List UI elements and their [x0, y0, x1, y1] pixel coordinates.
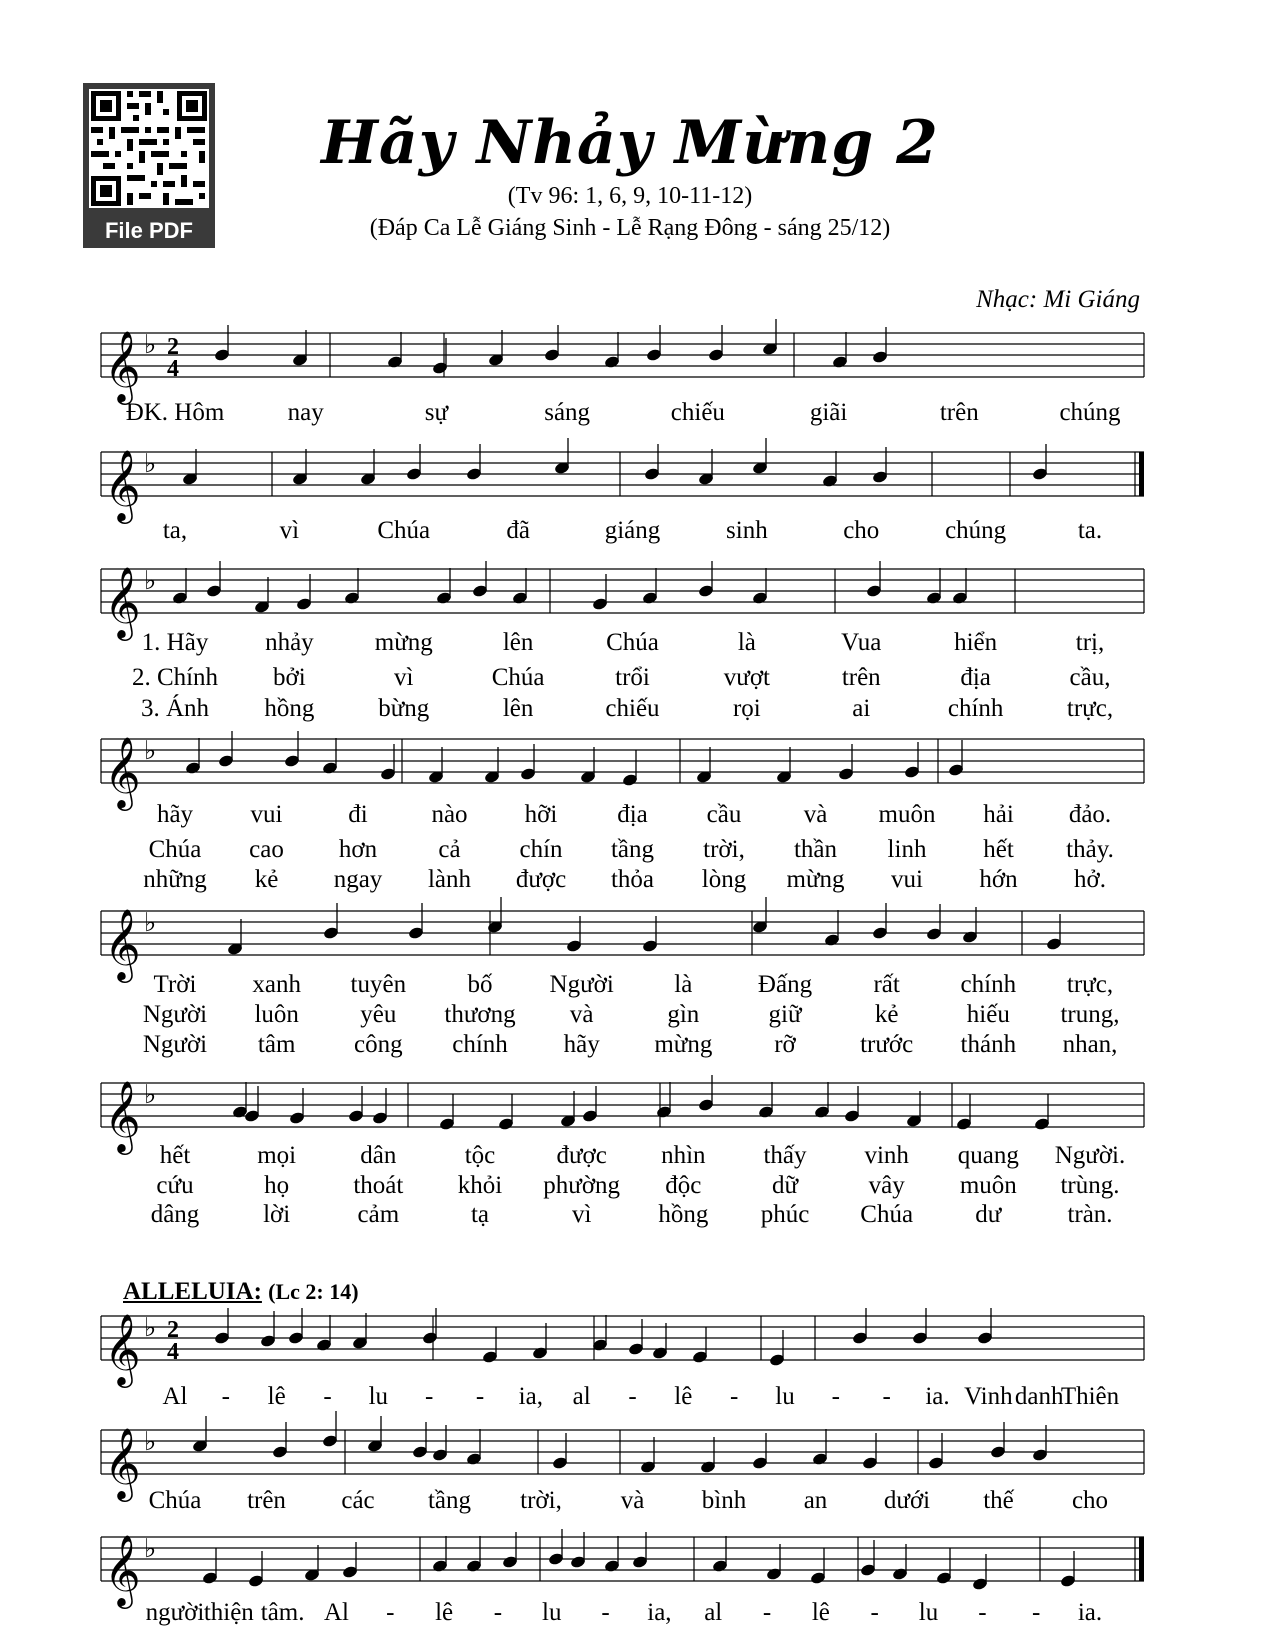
- lyric-syllable: ai: [852, 695, 871, 722]
- lyric-syllable: -: [323, 1383, 332, 1410]
- lyric-syllable: lên: [502, 629, 534, 656]
- lyric-syllable: được: [515, 866, 567, 893]
- staff-system: [101, 319, 1144, 426]
- lyric-syllable: Đấng: [757, 971, 813, 998]
- song-title: Hãy Nhảy Mừng 2: [321, 108, 939, 178]
- lyric-syllable: -: [601, 1599, 610, 1626]
- lyric-syllable: hãy: [563, 1031, 600, 1058]
- lyric-syllable: hỡi: [524, 801, 558, 828]
- flat-key-signature: ♭: [144, 1313, 157, 1343]
- lyric-syllable: -: [870, 1599, 879, 1626]
- composer-credit: Nhạc: Mi Giáng: [976, 286, 1140, 313]
- lyric-syllable: Người: [549, 971, 614, 998]
- lyric-syllable: -: [831, 1383, 840, 1410]
- lyric-syllable: Trời: [153, 971, 197, 998]
- lyric-syllable: trực,: [1066, 695, 1114, 722]
- lyric-syllable: các: [341, 1487, 375, 1514]
- lyric-syllable: trên: [939, 399, 979, 426]
- time-signature-top: 2: [167, 1317, 179, 1343]
- lyric-syllable: Chúa: [491, 664, 545, 691]
- lyric-syllable: mừng: [786, 866, 845, 893]
- lyric-syllable: chín: [519, 836, 563, 863]
- lyric-syllable: và: [569, 1001, 594, 1028]
- lyric-syllable: chiếu: [670, 399, 725, 426]
- lyric-syllable: Chúa: [377, 517, 431, 544]
- treble-clef: 𝄞: [104, 565, 141, 638]
- lyric-syllable: tràn.: [1067, 1201, 1113, 1228]
- lyric-syllable: trực,: [1066, 971, 1114, 998]
- lyric-syllable: Al: [323, 1599, 349, 1626]
- lyric-syllable: địa: [960, 664, 991, 691]
- lyric-syllable: và: [803, 801, 828, 828]
- lyric-syllable: mừng: [654, 1031, 713, 1058]
- lyric-syllable: 2. Chính: [131, 664, 219, 691]
- lyric-syllable: -: [1032, 1599, 1041, 1626]
- lyric-syllable: thấy: [763, 1142, 807, 1169]
- lyric-syllable: là: [737, 629, 756, 656]
- lyric-syllable: tộc: [464, 1142, 496, 1169]
- lyric-syllable: vì: [571, 1201, 592, 1228]
- lyric-syllable: hớn: [979, 866, 1018, 893]
- lyric-syllable: linh: [887, 836, 927, 863]
- lyric-syllable: được: [556, 1142, 607, 1169]
- lyric-syllable: hiếu: [966, 1001, 1010, 1028]
- lyric-syllable: vinh: [864, 1142, 909, 1169]
- lyric-syllable: vượt: [723, 664, 770, 691]
- lyric-syllable: xanh: [252, 971, 301, 998]
- lyric-syllable: cảm: [357, 1201, 400, 1228]
- lyric-syllable: độc: [665, 1172, 702, 1199]
- lyric-syllable: nhan,: [1062, 1031, 1118, 1058]
- lyric-syllable: chính: [452, 1031, 508, 1058]
- lyric-syllable: Người: [142, 1031, 208, 1058]
- lyric-syllable: rọi: [732, 695, 761, 722]
- lyric-syllable: cho: [1071, 1487, 1109, 1514]
- treble-clef: 𝄞: [104, 1426, 141, 1499]
- lyric-syllable: Người.: [1054, 1142, 1126, 1169]
- lyric-syllable: giãi: [809, 399, 848, 426]
- lyric-syllable: lê: [435, 1599, 454, 1626]
- lyric-syllable: vì: [279, 517, 300, 544]
- lyric-syllable: sinh: [726, 517, 768, 544]
- lyric-syllable: ia.: [1077, 1599, 1103, 1626]
- lyric-syllable: giáng: [604, 517, 661, 544]
- staff-system: [101, 561, 1144, 722]
- lyric-syllable: chúng: [1059, 399, 1121, 426]
- flat-key-signature: ♭: [144, 1427, 157, 1457]
- lyric-syllable: phường: [543, 1172, 621, 1199]
- treble-clef: 𝄞: [104, 448, 141, 521]
- lyric-syllable: hồng: [264, 695, 315, 722]
- lyric-syllable: lời: [263, 1201, 291, 1228]
- treble-clef: 𝄞: [104, 1079, 141, 1152]
- lyric-syllable: nay: [287, 399, 324, 426]
- lyric-syllable: công: [354, 1031, 403, 1058]
- flat-key-signature: ♭: [144, 1534, 157, 1564]
- lyric-syllable: lu: [918, 1599, 939, 1626]
- flat-key-signature: ♭: [144, 566, 157, 596]
- lyric-syllable: chính: [947, 695, 1004, 722]
- lyric-syllable: chúng: [945, 517, 1007, 544]
- lyric-syllable: cứu: [156, 1172, 194, 1199]
- lyric-syllable: danh: [1014, 1383, 1064, 1410]
- lyric-syllable: thảy.: [1066, 836, 1114, 863]
- lyric-syllable: quang: [957, 1142, 1019, 1169]
- lyric-syllable: an: [803, 1487, 828, 1514]
- lyric-syllable: nhìn: [661, 1142, 706, 1169]
- lyric-syllable: hải: [983, 801, 1014, 828]
- lyric-syllable: cầu: [706, 801, 742, 828]
- lyric-syllable: họ: [264, 1172, 290, 1199]
- lyric-syllable: Người: [142, 1001, 208, 1028]
- lyric-syllable: giữ: [768, 1001, 802, 1028]
- final-barline-thick: [1139, 452, 1144, 496]
- lyric-syllable: dữ: [771, 1172, 799, 1199]
- lyric-syllable: đi: [348, 801, 368, 828]
- lyric-syllable: trước: [860, 1031, 914, 1058]
- time-signature-bottom: 4: [167, 1339, 179, 1365]
- lyric-syllable: ĐK. Hôm: [125, 399, 225, 426]
- lyric-syllable: Chúa: [148, 836, 202, 863]
- lyric-syllable: tầng: [427, 1487, 472, 1514]
- psalm-reference: (Tv 96: 1, 6, 9, 10-11-12): [507, 183, 753, 209]
- lyric-syllable: -: [628, 1383, 637, 1410]
- lyric-syllable: -: [386, 1599, 395, 1626]
- time-signature-bottom: 4: [167, 356, 179, 382]
- lyric-syllable: hồng: [658, 1201, 709, 1228]
- lyric-syllable: rất: [873, 971, 900, 998]
- lyric-syllable: ia.: [925, 1383, 950, 1410]
- lyric-syllable: trên: [247, 1487, 286, 1514]
- lyric-syllable: tuyên: [350, 971, 407, 998]
- lyric-syllable: tạ: [470, 1201, 490, 1228]
- staff-system: [101, 1529, 1144, 1626]
- lyric-syllable: thiện: [203, 1599, 254, 1626]
- lyric-syllable: dân: [360, 1142, 397, 1169]
- lyric-syllable: khỏi: [457, 1172, 503, 1199]
- lyric-syllable: vui: [891, 866, 923, 893]
- lyric-syllable: vây: [868, 1172, 905, 1199]
- lyric-syllable: thế: [983, 1487, 1014, 1514]
- lyric-syllable: sáng: [544, 399, 591, 426]
- lyric-syllable: bình: [701, 1487, 747, 1514]
- lyric-syllable: bởi: [273, 664, 306, 691]
- final-barline-thick: [1139, 1537, 1144, 1581]
- lyric-syllable: lê: [811, 1599, 830, 1626]
- lyric-syllable: -: [425, 1383, 434, 1410]
- lyric-syllable: cho: [843, 517, 880, 544]
- lyric-syllable: trời,: [703, 836, 745, 863]
- lyric-syllable: muôn: [878, 801, 936, 828]
- lyric-syllable: đảo.: [1068, 801, 1112, 828]
- alleluia-label: ALLELUIA:: [123, 1278, 262, 1305]
- lyric-syllable: đã: [506, 517, 530, 544]
- lyric-syllable: yêu: [360, 1001, 397, 1028]
- lyric-syllable: vui: [250, 801, 283, 828]
- lyric-syllable: trung,: [1060, 1001, 1120, 1028]
- staff-system: [101, 1075, 1144, 1228]
- flat-key-signature: ♭: [144, 330, 157, 360]
- treble-clef: 𝄞: [104, 329, 141, 402]
- lyric-syllable: nào: [431, 801, 468, 828]
- flat-key-signature: ♭: [144, 908, 157, 938]
- lyric-syllable: kẻ: [254, 866, 279, 893]
- lyric-syllable: thỏa: [610, 866, 655, 893]
- lyric-syllable: thánh: [960, 1031, 1017, 1058]
- lyric-syllable: -: [762, 1599, 772, 1626]
- lyric-syllable: ta,: [162, 517, 188, 544]
- lyric-syllable: dưới: [883, 1487, 931, 1514]
- lyric-syllable: ia,: [518, 1383, 543, 1410]
- lyric-syllable: địa: [617, 801, 648, 828]
- lyric-syllable: -: [221, 1383, 230, 1410]
- lyric-syllable: lu: [775, 1383, 795, 1410]
- lyric-syllable: lên: [502, 695, 534, 722]
- lyric-syllable: ngay: [333, 866, 383, 893]
- lyric-syllable: bừng: [378, 695, 430, 722]
- lyric-syllable: tâm.: [260, 1599, 305, 1626]
- treble-clef: 𝄞: [104, 1533, 141, 1606]
- lyric-syllable: Vua: [841, 629, 882, 656]
- lyric-syllable: vì: [394, 664, 414, 691]
- lyric-syllable: rỡ: [774, 1031, 796, 1058]
- lyric-syllable: hãy: [156, 801, 194, 828]
- lyric-syllable: -: [978, 1599, 987, 1626]
- lyric-syllable: tâm: [257, 1031, 296, 1058]
- lyric-syllable: Chúa: [860, 1201, 914, 1228]
- lyric-syllable: chính: [960, 971, 1017, 998]
- lyric-syllable: 3. Ánh: [140, 695, 210, 722]
- lyric-syllable: những: [143, 866, 207, 893]
- lyric-syllable: mừng: [374, 629, 433, 656]
- lyric-syllable: dâng: [150, 1201, 200, 1228]
- lyric-syllable: ia,: [647, 1599, 672, 1626]
- lyric-syllable: Vinh: [964, 1383, 1013, 1410]
- lyric-syllable: ta.: [1077, 517, 1103, 544]
- lyric-syllable: chiếu: [605, 695, 660, 722]
- lyric-syllable: gìn: [667, 1001, 700, 1028]
- staff-system: [101, 897, 1144, 1058]
- lyric-syllable: cao: [249, 836, 284, 863]
- lyric-syllable: cầu,: [1069, 664, 1111, 691]
- lyric-syllable: Chúa: [606, 629, 659, 656]
- lyric-syllable: trị,: [1075, 629, 1105, 656]
- lyric-syllable: -: [475, 1383, 485, 1410]
- lyric-syllable: trên: [841, 664, 881, 691]
- staff-system: [101, 438, 1144, 544]
- lyric-syllable: lòng: [701, 866, 747, 893]
- lyric-syllable: kẻ: [874, 1001, 899, 1028]
- time-signature-top: 2: [167, 334, 179, 360]
- lyric-syllable: và: [620, 1487, 645, 1514]
- lyric-syllable: al: [704, 1599, 723, 1626]
- staff-system: [101, 1411, 1144, 1514]
- lyric-syllable: bố: [467, 971, 493, 998]
- lyric-syllable: dư: [975, 1201, 1002, 1228]
- lyric-syllable: -: [730, 1383, 739, 1410]
- treble-clef: 𝄞: [104, 1312, 141, 1385]
- lyric-syllable: muôn: [959, 1172, 1017, 1199]
- lyric-syllable: -: [882, 1383, 891, 1410]
- treble-clef: 𝄞: [104, 907, 141, 980]
- lyric-syllable: lu: [542, 1599, 562, 1626]
- lyric-syllable: mọi: [257, 1142, 297, 1169]
- lyric-syllable: Chúa: [148, 1487, 202, 1514]
- lyric-syllable: trổi: [615, 664, 650, 691]
- lyric-syllable: hết: [983, 836, 1014, 863]
- lyric-syllable: nhảy: [265, 629, 314, 656]
- flat-key-signature: ♭: [144, 1080, 157, 1110]
- lyric-syllable: trùng.: [1060, 1172, 1120, 1199]
- lyric-syllable: là: [674, 971, 693, 998]
- lyric-syllable: người: [145, 1599, 205, 1626]
- lyric-syllable: hết: [159, 1142, 191, 1169]
- lyric-syllable: lành: [427, 866, 472, 893]
- lyric-syllable: thoát: [353, 1172, 404, 1199]
- lyric-syllable: phúc: [760, 1201, 810, 1228]
- lyric-syllable: 1. Hãy: [141, 629, 209, 656]
- treble-clef: 𝄞: [104, 735, 141, 808]
- flat-key-signature: ♭: [144, 449, 157, 479]
- liturgy-note: (Đáp Ca Lễ Giáng Sinh - Lễ Rạng Đông - sáng 25/12): [369, 215, 891, 241]
- staff-system: [101, 1308, 1144, 1410]
- lyric-syllable: thương: [444, 1001, 516, 1028]
- lyric-syllable: trời,: [520, 1487, 562, 1514]
- lyric-syllable: lê: [267, 1383, 286, 1410]
- lyric-syllable: Thiên: [1060, 1383, 1120, 1410]
- lyric-syllable: sự: [424, 399, 449, 426]
- alleluia-reference: (Lc 2: 14): [268, 1279, 359, 1304]
- lyric-syllable: hở.: [1074, 866, 1106, 893]
- lyric-syllable: hiển: [954, 629, 998, 656]
- lyric-syllable: lê: [674, 1383, 693, 1410]
- lyric-syllable: thần: [793, 836, 838, 863]
- lyric-syllable: lu: [368, 1383, 389, 1410]
- lyric-syllable: al: [572, 1383, 591, 1410]
- staff-system: [101, 731, 1144, 893]
- lyric-syllable: hơn: [338, 836, 378, 863]
- lyric-syllable: cả: [438, 836, 461, 863]
- lyric-syllable: tầng: [610, 836, 655, 863]
- flat-key-signature: ♭: [144, 736, 157, 766]
- lyric-syllable: Al: [162, 1383, 188, 1410]
- lyric-syllable: -: [493, 1599, 503, 1626]
- qr-label: File PDF: [83, 214, 215, 248]
- lyric-syllable: luôn: [254, 1001, 299, 1028]
